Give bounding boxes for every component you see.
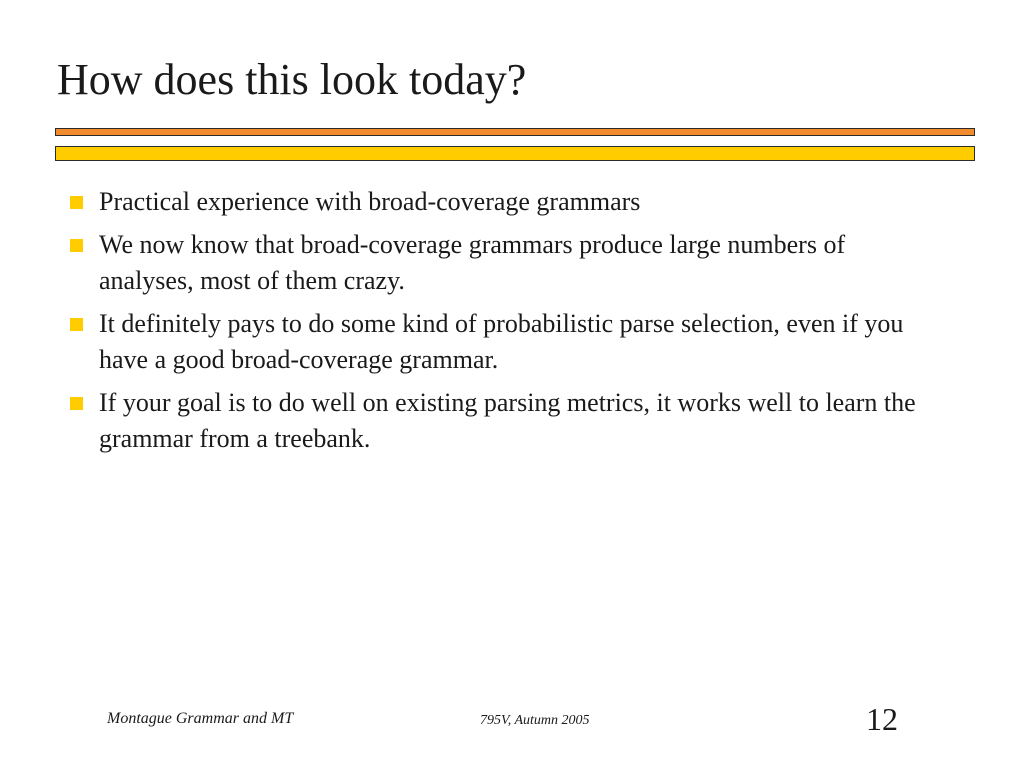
slide-title: How does this look today? bbox=[57, 55, 527, 104]
page-number: 12 bbox=[866, 701, 898, 737]
square-bullet-icon bbox=[70, 318, 83, 331]
bullet-list bbox=[64, 184, 934, 464]
bullet-item bbox=[64, 306, 934, 378]
title-divider-yellow bbox=[55, 146, 975, 161]
square-bullet-icon bbox=[70, 397, 83, 410]
bullet-item bbox=[64, 184, 934, 220]
bullet-item bbox=[64, 385, 934, 457]
square-bullet-icon bbox=[70, 239, 83, 252]
bullet-text: If your goal is to do well on existing parsing metrics, it works well to learn the grammar from a treebank. bbox=[99, 388, 916, 453]
footer-course-title: Montague Grammar and MT bbox=[107, 710, 294, 727]
bullet-text: Practical experience with broad-coverage grammars bbox=[99, 187, 641, 216]
footer-term: 795V, Autumn 2005 bbox=[480, 713, 590, 728]
bullet-text: It definitely pays to do some kind of probabilistic parse selection, even if you have a good broad-coverage grammar. bbox=[99, 309, 904, 374]
bullet-text: We now know that broad-coverage grammars produce large numbers of analyses, most of them crazy. bbox=[99, 230, 846, 295]
square-bullet-icon bbox=[70, 196, 83, 209]
title-divider-orange bbox=[55, 128, 975, 136]
bullet-item bbox=[64, 227, 934, 299]
